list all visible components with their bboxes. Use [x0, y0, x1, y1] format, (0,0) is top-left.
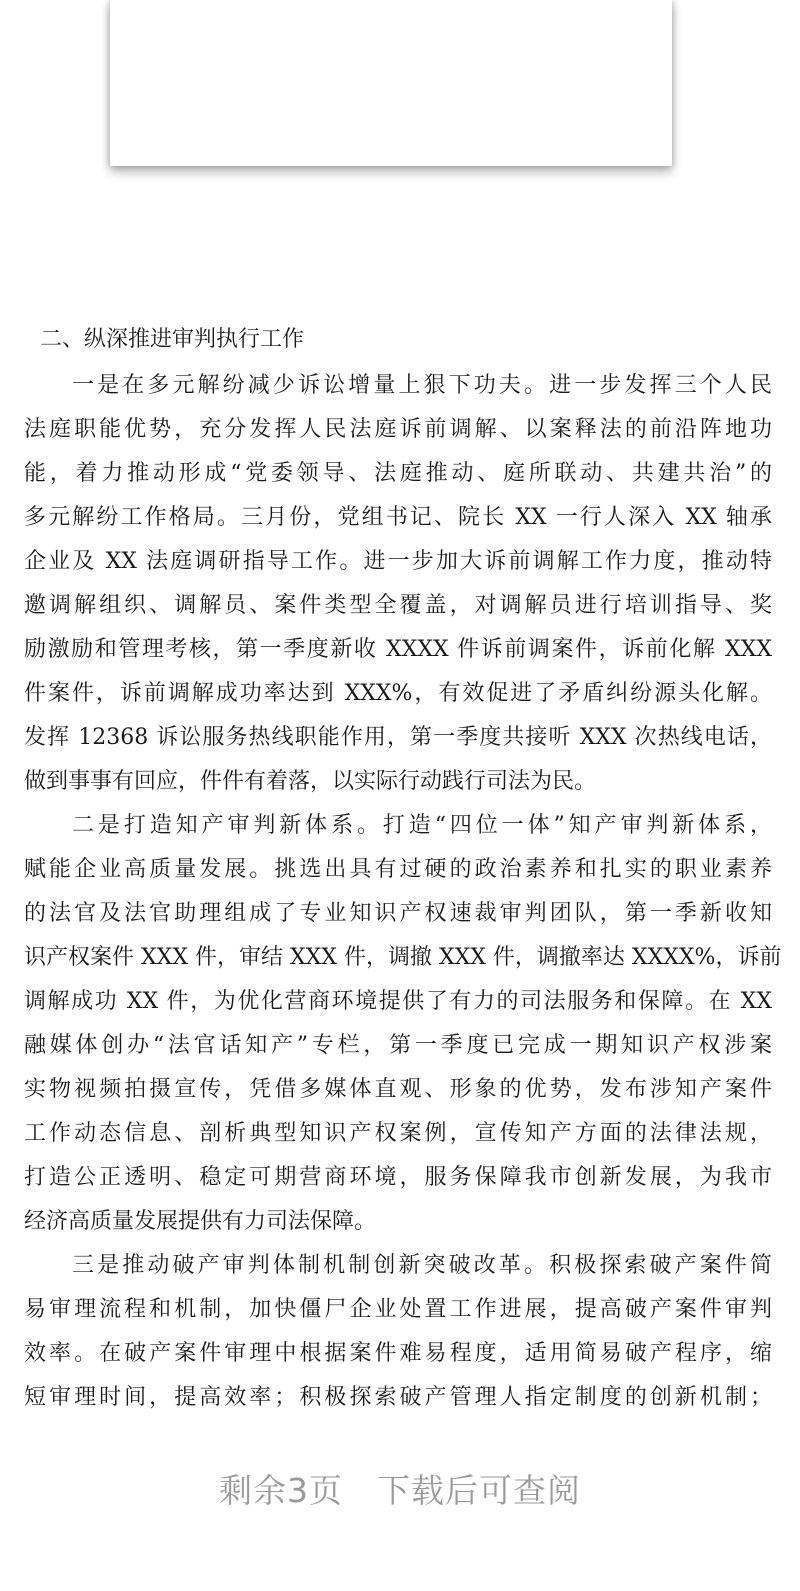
download-to-view-text: 下载后可查阅 [377, 1471, 581, 1510]
text-line: 打造公正透明、稳定可期营商环境，服务保障我市创新发展，为我市 [24, 1165, 772, 1190]
remaining-pages-text: 剩余3页 [219, 1471, 343, 1510]
text-line: 一是在多元解纷减少诉讼增量上狠下功夫。进一步发挥三个人民 [72, 373, 772, 398]
text-line: 融媒体创办“法官话知产”专栏，第一季度已完成一期知识产权涉案 [24, 1033, 772, 1058]
text-line: 经济高质量发展提供有力司法保障。 [24, 1209, 377, 1234]
paragraph-3 [24, 1244, 772, 1420]
text-line: 励激励和管理考核，第一季度新收 XXXX 件诉前调案件，诉前化解 XXX [24, 637, 772, 662]
text-line: 调解成功 XX 件，为优化营商环境提供了有力的司法服务和保障。在 XX [24, 989, 772, 1014]
text-line: 法庭职能优势，充分发挥人民法庭诉前调解、以案释法的前沿阵地功 [24, 417, 772, 442]
text-line: 识产权案件 XXX 件，审结 XXX 件，调撤 XXX 件，调撤率达 XXXX%，诉前 [24, 945, 782, 970]
text-line: 短审理时间，提高效率；积极探索破产管理人指定制度的创新机制； [24, 1385, 772, 1410]
paragraph-1 [24, 364, 772, 804]
text-line: 工作动态信息、剖析典型知识产权案例，宣传知产方面的法律法规， [24, 1121, 772, 1146]
text-line: 能，着力推动形成“党委领导、法庭推动、庭所联动、共建共治”的 [24, 461, 772, 486]
text-line: 三是推动破产审判体制机制创新突破改革。积极探索破产案件简 [72, 1253, 772, 1278]
text-line: 邀调解组织、调解员、案件类型全覆盖，对调解员进行培训指导、奖 [24, 593, 772, 618]
text-line: 效率。在破产案件审理中根据案件难易程度，适用简易破产程序，缩 [24, 1341, 772, 1366]
text-line: 实物视频拍摄宣传，凭借多媒体直观、形象的优势，发布涉知产案件 [24, 1077, 772, 1102]
text-line: 做到事事有回应，件件有着落，以实际行动践行司法为民。 [24, 769, 597, 794]
text-line: 多元解纷工作格局。三月份，党组书记、院长 XX 一行人深入 XX 轴承 [24, 505, 772, 530]
download-prompt[interactable] [0, 1466, 800, 1516]
text-line: 赋能企业高质量发展。挑选出具有过硬的政治素养和扎实的职业素养 [24, 857, 772, 882]
text-line: 发挥 12368 诉讼服务热线职能作用，第一季度共接听 XXX 次热线电话， [24, 725, 772, 750]
text-line: 二是打造知产审判新体系。打造“四位一体”知产审判新体系， [72, 813, 772, 838]
text-line: 件案件，诉前调解成功率达到 XXX%，有效促进了矛盾纠纷源头化解。 [24, 681, 772, 706]
section-heading: 二、纵深推进审判执行工作 [40, 327, 305, 352]
paragraph-2 [24, 804, 782, 1244]
previous-page-preview [110, 0, 672, 166]
text-line: 的法官及法官助理组成了专业知识产权速裁审判团队，第一季新收知 [24, 901, 772, 926]
text-line: 易审理流程和机制，加快僵尸企业处置工作进展，提高破产案件审判 [24, 1297, 772, 1322]
text-line: 企业及 XX 法庭调研指导工作。进一步加大诉前调解工作力度，推动特 [24, 549, 772, 574]
